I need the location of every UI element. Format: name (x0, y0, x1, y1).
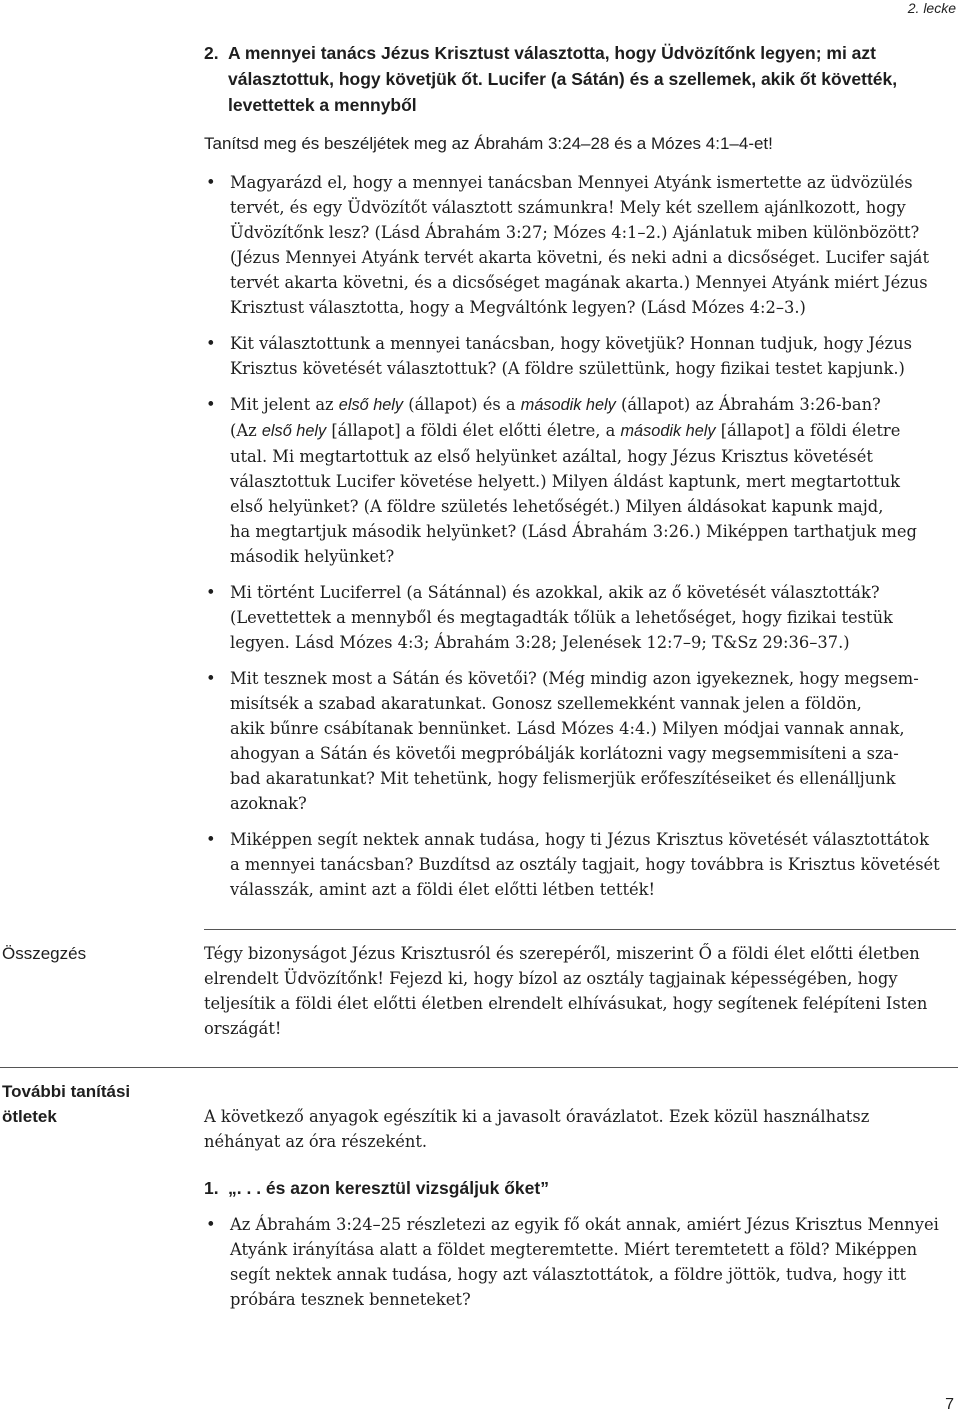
summary-line: országát! (204, 1019, 282, 1038)
bullet-item (204, 666, 944, 816)
bullet-dot: • (206, 1215, 216, 1234)
summary-line: elrendelt Üdvözítőnk! Fejezd ki, hogy bízol az osztály tagjainak képességében, hogy (204, 969, 898, 988)
bullet-dot: • (206, 334, 216, 353)
page-number: 7 (945, 1396, 954, 1413)
bullet-line: Az Ábrahám 3:24–25 részletezi az egyik fő okát annak, amiért Jézus Krisztus Mennyei (230, 1215, 939, 1234)
bullet-line: bad akaratunkat? Mit tehetünk, hogy felismerjük erőfeszítéseiket és ellenálljunk (230, 769, 896, 788)
bullet-item (204, 170, 944, 320)
summary-divider (204, 929, 956, 930)
italic-term: második hely (620, 422, 716, 440)
additional-bullets (204, 1212, 944, 1312)
intro-line: néhányat az óra részeként. (204, 1132, 428, 1151)
bullet-line: Mi történt Luciferrel (a Sátánnal) és azokkal, akik az ő követését választották? (230, 583, 880, 602)
item-number: 1. (204, 1178, 219, 1198)
italic-term: második hely (520, 396, 616, 414)
discussion-bullets (204, 170, 944, 902)
bullet-line: második helyünket? (230, 547, 395, 566)
bullet-line: próbára tesznek benneteket? (230, 1290, 471, 1309)
bullet-line: tervét akarta követni, és a dicsőséget magának akarta.) Mennyei Atyánk miért Jézus (230, 273, 928, 292)
bullet-line: (Levettettek a mennyből és megtagadták tőlük a lehetőséget, hogy fizikai testük (230, 608, 893, 627)
summary-text (204, 941, 944, 1041)
text-run: (Az (230, 421, 262, 440)
bullet-line: Magyarázd el, hogy a mennyei tanácsban Mennyei Atyánk ismertette az üdvözülés (230, 173, 913, 192)
item-title: „. . . és azon keresztül vizsgáljuk őket” (228, 1178, 549, 1198)
bullet-dot: • (206, 830, 216, 849)
bullet-line: Atyánk irányítása alatt a földet megteremtette. Miért teremtetett a föld? Miképpen (230, 1240, 918, 1259)
additional-label-line: ötletek (2, 1107, 57, 1126)
bullet-dot: • (206, 583, 216, 602)
bullet-line: Krisztust választotta, hogy a Megváltónk legyen? (Lásd Mózes 4:2–3.) (230, 298, 806, 317)
additional-label (2, 1079, 130, 1129)
text-run: (állapot) és a (403, 395, 521, 414)
heading-line-3: levettettek a mennyből (228, 95, 417, 115)
bullet-line: akik bűnre csábítanak bennünket. Lásd Mózes 4:4.) Milyen módjai vannak annak, (230, 719, 905, 738)
italic-term: első hely (338, 396, 404, 414)
bullet-item (204, 827, 944, 902)
bullet-line: azoknak? (230, 794, 307, 813)
bullet-line: Üdvözítőnk lesz? (Lásd Ábrahám 3:27; Mózes 4:1–2.) Ajánlatuk miben különbözött? (230, 223, 920, 242)
heading-line-2: választottuk, hogy követjük őt. Lucifer (a Sátán) és a szellemek, akik őt követték, (228, 69, 898, 89)
bullet-line: ha megtartjuk második helyünket? (Lásd Ábrahám 3:26.) Miképpen tarthatjuk meg (230, 522, 917, 541)
intro-line: A következő anyagok egészítik ki a javasolt óravázlatot. Ezek közül használhatsz (204, 1107, 870, 1126)
bullet-line: a mennyei tanácsban? Buzdítsd az osztály tagjait, hogy továbbra is Krisztus követését (230, 855, 940, 874)
italic-term: első hely (261, 422, 327, 440)
bullet-line: Miképpen segít nektek annak tudása, hogy ti Jézus Krisztus követését választottátok (230, 830, 929, 849)
heading-number: 2. (204, 43, 219, 63)
bullet-dot: • (206, 173, 216, 192)
text-run: [állapot] a földi életre (715, 421, 901, 440)
bullet-dot: • (206, 669, 216, 688)
bullet-line: válasszák, amint azt a földi élet előtti létben tették! (230, 880, 656, 899)
instruction: Tanítsd meg és beszéljétek meg az Ábrahám 3:24–28 és a Mózes 4:1–4-et! (204, 134, 773, 153)
additional-label-line: További tanítási (2, 1082, 131, 1101)
bullet-line: (Jézus Mennyei Atyánk tervét akarta követni, és neki adni a dicsőséget. Lucifer saját (230, 248, 929, 267)
bullet-line: segít nektek annak tudása, hogy azt választottátok, a földre jöttök, tudva, hogy itt (230, 1265, 907, 1284)
main-section (204, 40, 944, 902)
bullet-line: Kit választottunk a mennyei tanácsban, hogy követjük? Honnan tudjuk, hogy Jézus (230, 334, 912, 353)
summary-label: Összegzés (2, 944, 87, 963)
section-heading (204, 40, 944, 118)
additional-section (204, 1104, 944, 1312)
bullet-dot: • (206, 395, 216, 414)
lesson-tag: 2. lecke (907, 0, 956, 16)
bullet-line (230, 392, 944, 418)
bullet-item (204, 392, 944, 569)
text-run: [állapot] a földi élet előtti életre, a (326, 421, 621, 440)
bullet-line: tervét, és egy Üdvözítőt választott számunkra! Mely két szellem ajánlkozott, hogy (230, 198, 906, 217)
bullet-item (204, 580, 944, 655)
bullet-item (204, 331, 944, 381)
heading-line-1: A mennyei tanács Jézus Krisztust választotta, hogy Üdvözítőnk legyen; mi azt (228, 43, 876, 63)
bullet-line: misítsék a szabad akaratunkat. Gonosz szellemekként vannak jelen a földön, (230, 694, 862, 713)
bullet-line: Mit tesznek most a Sátán és követői? (Még mindig azon igyekeznek, hogy megsem- (230, 669, 919, 688)
bullet-line: legyen. Lásd Mózes 4:3; Ábrahám 3:28; Jelenések 12:7–9; T&Sz 29:36–37.) (230, 633, 850, 652)
summary-line: teljesítik a földi élet előtti életben elrendelt elhívásukat, hogy segítenek felépíteni Isten (204, 994, 928, 1013)
text-run: (állapot) az Ábrahám 3:26-ban? (615, 395, 881, 414)
text-run: Mit jelent az (230, 395, 339, 414)
bullet-line: utal. Mi megtartottuk az első helyünket azáltal, hogy Jézus Krisztus követését (230, 447, 873, 466)
additional-divider (0, 1067, 958, 1068)
summary-line: Tégy bizonyságot Jézus Krisztusról és szerepéről, miszerint Ő a földi élet előtti életben (204, 944, 920, 963)
bullet-item (204, 1212, 944, 1312)
bullet-line (230, 418, 944, 444)
bullet-line: Krisztus követését választottuk? (A földre születtünk, hogy fizikai testet kapjunk.) (230, 359, 905, 378)
bullet-line: első helyünket? (A földre születés lehetőségét.) Milyen áldásokat kapunk majd, (230, 497, 884, 516)
bullet-line: ahogyan a Sátán és követői megpróbálják korlátozni vagy megsemmisíteni a sza- (230, 744, 899, 763)
additional-intro (204, 1104, 944, 1154)
bullet-line: választottuk Lucifer követése helyett.) Milyen áldást kaptunk, mert megtartottuk (230, 472, 901, 491)
additional-item-heading (204, 1175, 944, 1201)
